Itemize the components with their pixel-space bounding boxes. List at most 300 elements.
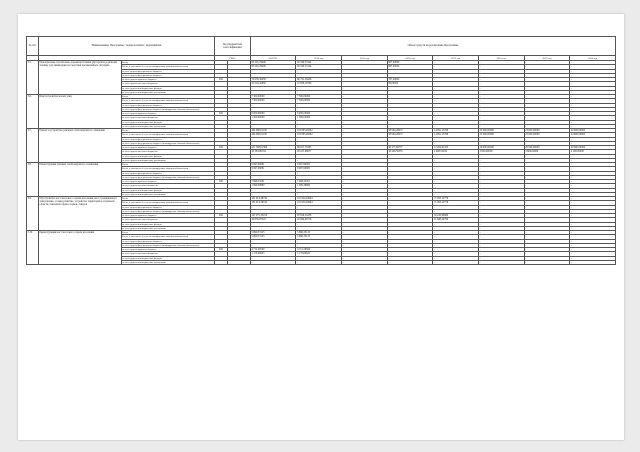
amount-cell: - (387, 171, 433, 175)
amount-cell: - (524, 239, 570, 243)
amount-cell: - (433, 141, 479, 145)
funding-source: Всего (121, 95, 214, 99)
funding-source: Всего (121, 197, 214, 201)
amount-cell: - (570, 158, 616, 162)
amount-cell: - (433, 112, 479, 116)
amount-cell: 1 999,38880 (296, 184, 342, 188)
amount-cell: 58 904,29072 (387, 129, 433, 133)
amount-cell: - (433, 69, 479, 73)
amount-cell: - (342, 209, 388, 213)
amount-cell: 3 600,00000 (524, 150, 570, 154)
amount-cell: - (570, 214, 616, 218)
section-number: 3.7. (27, 129, 39, 163)
funding-source: за счет средств краевого бюджета (121, 112, 214, 116)
amount-cell: - (296, 192, 342, 196)
amount-cell: 23 600,00000 (524, 133, 570, 137)
amount-cell: 3 600,00000 (478, 150, 524, 154)
amount-cell: - (478, 243, 524, 247)
funding-source: за счет средств федерального бюджета (121, 239, 214, 243)
amount-cell: - (478, 86, 524, 90)
amount-cell: - (524, 124, 570, 128)
amount-cell: - (387, 180, 433, 184)
funding-source: за счет средств внебюджетных фондов (121, 86, 214, 90)
amount-cell: - (387, 90, 433, 94)
amount-cell: - (342, 154, 388, 158)
amount-cell: 20 000,00000 (478, 146, 524, 150)
grbs-code: 810 (215, 214, 228, 218)
amount-cell: 24 900,00000 (570, 133, 616, 137)
amount-cell: - (387, 256, 433, 260)
amount-cell: - (570, 243, 616, 247)
amount-cell: 82 340,53144 (296, 65, 342, 69)
amount-cell: - (433, 260, 479, 264)
amount-cell: - (478, 231, 524, 235)
amount-cell: - (342, 103, 388, 107)
funding-source: за счет средств местных бюджетов (121, 82, 214, 86)
amount-cell: - (570, 205, 616, 209)
amount-cell: 9 997,96081 (296, 163, 342, 167)
section-number: 3.10. (27, 231, 39, 265)
funding-source: за счет средств краевого бюджета (121, 248, 214, 252)
amount-cell: - (342, 218, 388, 222)
amount-cell: - (524, 214, 570, 218)
amount-cell: - (296, 103, 342, 107)
amount-cell: 7 998,33201 (250, 180, 296, 184)
amount-cell: 22 990,86756 (296, 218, 342, 222)
amount-cell: 93 205,79406 (250, 61, 296, 65)
funding-source: за счет средств внебюджетных источников (121, 124, 214, 128)
amount-cell: 4 712,26500 (250, 248, 296, 252)
amount-cell: - (478, 252, 524, 256)
amount-cell: - (296, 226, 342, 230)
amount-cell: - (570, 73, 616, 77)
amount-cell: - (342, 256, 388, 260)
amount-cell: - (524, 86, 570, 90)
amount-cell: - (570, 61, 616, 65)
amount-cell: - (387, 158, 433, 162)
amount-cell: - (250, 209, 296, 213)
amount-cell: - (570, 120, 616, 124)
amount-cell: - (433, 205, 479, 209)
funding-source: за счет средств федерального бюджета (планируемые объемы обязательств) (121, 243, 214, 247)
funding-source: за счет средств внебюджетных фондов (121, 154, 214, 158)
amount-cell: 6 000,00000 (296, 112, 342, 116)
amount-cell: - (387, 209, 433, 213)
amount-cell: 5 890,33125 (296, 235, 342, 239)
amount-cell: 2 498,52294 (433, 150, 479, 154)
amount-cell: - (524, 197, 570, 201)
amount-cell: - (524, 158, 570, 162)
amount-cell: - (433, 137, 479, 141)
amount-cell: - (478, 99, 524, 103)
amount-cell: - (478, 197, 524, 201)
amount-cell: - (387, 99, 433, 103)
amount-cell: - (250, 137, 296, 141)
amount-cell: - (524, 175, 570, 179)
amount-cell: 181 914,38740 (250, 201, 296, 205)
amount-cell: - (478, 256, 524, 260)
amount-cell: - (433, 61, 479, 65)
funding-source: за счет средств федерального бюджета (121, 103, 214, 107)
amount-cell: - (433, 124, 479, 128)
amount-cell: - (478, 90, 524, 94)
amount-cell: - (478, 120, 524, 124)
amount-cell: 80,00000 (387, 82, 433, 86)
subheader-year: 2019 год (524, 56, 570, 61)
amount-cell: - (570, 184, 616, 188)
section-number: 3.8. (27, 163, 39, 197)
amount-cell: - (342, 175, 388, 179)
amount-cell: - (524, 99, 570, 103)
amount-cell: - (433, 180, 479, 184)
funding-source: Всего, в том числе без учета планируемых объемов обязательств (121, 133, 214, 137)
amount-cell: - (387, 239, 433, 243)
amount-cell: - (478, 201, 524, 205)
amount-cell: - (250, 141, 296, 145)
amount-cell: - (342, 150, 388, 154)
amount-cell: - (387, 175, 433, 179)
amount-cell: - (570, 231, 616, 235)
amount-cell: - (524, 69, 570, 73)
amount-cell: - (387, 214, 433, 218)
amount-cell: 18 426,59335 (387, 150, 433, 154)
amount-cell: 71 093,19776 (433, 201, 479, 205)
amount-cell: - (478, 248, 524, 252)
amount-cell: - (342, 252, 388, 256)
amount-cell: - (524, 248, 570, 252)
amount-cell: - (387, 205, 433, 209)
amount-cell: - (250, 188, 296, 192)
amount-cell: - (250, 73, 296, 77)
header-code: Код бюджетной классификации (215, 37, 251, 56)
subheader-year: 2017 год (433, 56, 479, 61)
budget-table (26, 36, 616, 265)
amount-cell: - (570, 248, 616, 252)
amount-cell: 58 904,29072 (387, 133, 433, 137)
amount-cell: - (342, 61, 388, 65)
amount-cell: - (387, 69, 433, 73)
amount-cell: - (342, 235, 388, 239)
amount-cell: - (342, 158, 388, 162)
amount-cell: - (570, 154, 616, 158)
amount-cell: 29 167,68977 (296, 150, 342, 154)
amount-cell: - (570, 95, 616, 99)
amount-cell: - (342, 260, 388, 264)
amount-cell: 20 800,00000 (570, 146, 616, 150)
amount-cell: - (296, 205, 342, 209)
amount-cell: - (570, 90, 616, 94)
amount-cell: - (387, 112, 433, 116)
amount-cell: - (570, 69, 616, 73)
table-body (27, 61, 616, 265)
amount-cell: - (524, 82, 570, 86)
amount-cell: 887,00000 (387, 65, 433, 69)
amount-cell: - (478, 214, 524, 218)
amount-cell: - (342, 243, 388, 247)
amount-cell: 14 991,13766 (433, 129, 479, 133)
section-number: 3.6. (27, 95, 39, 129)
grbs-code: 810 (215, 78, 228, 82)
amount-cell: 89 817,79285 (296, 146, 342, 150)
amount-cell: - (524, 243, 570, 247)
amount-cell: - (250, 222, 296, 226)
amount-cell: - (524, 78, 570, 82)
amount-cell: - (570, 188, 616, 192)
amount-cell: - (342, 239, 388, 243)
amount-cell: 22 519,42950 (250, 82, 296, 86)
amount-cell: - (296, 256, 342, 260)
amount-cell: - (296, 73, 342, 77)
header-name: Наименование Программы / подпрограммы / мероприятия (38, 37, 214, 56)
amount-cell: - (570, 209, 616, 213)
amount-cell: 9 997,96081 (296, 167, 342, 171)
amount-cell: - (570, 226, 616, 230)
funding-source: за счет средств местных бюджетов (121, 252, 214, 256)
amount-cell: 110 820,20994 (296, 197, 342, 201)
amount-cell: - (433, 73, 479, 77)
amount-cell: 7 300,00000 (250, 99, 296, 103)
amount-cell: 9 997,96081 (250, 163, 296, 167)
amount-cell: - (524, 171, 570, 175)
amount-cell: - (433, 86, 479, 90)
funding-source: за счет средств внебюджетных источников (121, 158, 214, 162)
amount-cell: - (296, 107, 342, 111)
amount-cell: - (478, 175, 524, 179)
amount-cell: - (387, 226, 433, 230)
amount-cell: - (478, 154, 524, 158)
amount-cell: - (433, 116, 479, 120)
amount-cell: - (250, 175, 296, 179)
amount-cell: - (478, 137, 524, 141)
subheader-year: 2020 год (570, 56, 616, 61)
funding-source: Всего, в том числе без учета планируемых объемов обязательств (121, 65, 214, 69)
amount-cell: - (478, 188, 524, 192)
amount-cell: - (433, 103, 479, 107)
amount-cell: - (250, 90, 296, 94)
amount-cell: 264 980,01100 (250, 133, 296, 137)
funding-source: Всего (121, 231, 214, 235)
amount-cell: - (387, 252, 433, 256)
funding-source: Всего (121, 61, 214, 65)
section-name: Реконструкция мест массового отдыха населения (38, 231, 121, 265)
amount-cell: - (250, 120, 296, 124)
amount-cell: 5 890,33125 (296, 231, 342, 235)
amount-cell: - (570, 218, 616, 222)
subheader-total: ВСЕГО (250, 56, 296, 61)
amount-cell: - (570, 163, 616, 167)
amount-cell: 9 997,96081 (250, 167, 296, 171)
amount-cell: - (433, 158, 479, 162)
amount-cell: - (478, 82, 524, 86)
amount-cell: - (524, 260, 570, 264)
amount-cell: - (433, 167, 479, 171)
amount-cell: - (524, 209, 570, 213)
amount-cell: - (478, 209, 524, 213)
funding-source: за счет средств федерального бюджета (планируемые объемы обязательств) (121, 209, 214, 213)
amount-cell: - (433, 226, 479, 230)
amount-cell: - (433, 252, 479, 256)
amount-cell: - (570, 171, 616, 175)
section-name: Благоустройство малых улиц (38, 95, 121, 129)
amount-cell: - (342, 146, 388, 150)
amount-cell: 181 914,38740 (250, 197, 296, 201)
amount-cell: - (478, 260, 524, 264)
amount-cell: - (570, 99, 616, 103)
amount-cell: - (387, 103, 433, 107)
amount-cell: - (342, 167, 388, 171)
amount-cell: 5 890,33125 (250, 231, 296, 235)
amount-cell: - (250, 243, 296, 247)
amount-cell: - (342, 226, 388, 230)
amount-cell: - (433, 78, 479, 82)
amount-cell: - (478, 171, 524, 175)
amount-cell: - (342, 112, 388, 116)
funding-source: за счет средств федерального бюджета (планируемые объемы обязательств) (121, 141, 214, 145)
funding-source: за счет средств федерального бюджета (121, 73, 214, 77)
amount-cell: - (478, 141, 524, 145)
grbs-code: 810 (215, 180, 228, 184)
amount-cell: - (524, 205, 570, 209)
amount-cell: - (296, 243, 342, 247)
amount-cell: 40 477,69737 (387, 146, 433, 150)
header-row (27, 37, 616, 56)
amount-cell: 118 985,48262 (296, 133, 342, 137)
amount-cell: - (296, 158, 342, 162)
amount-cell: - (433, 163, 479, 167)
amount-cell: - (342, 82, 388, 86)
amount-cell: - (524, 95, 570, 99)
amount-cell: - (250, 69, 296, 73)
amount-cell: - (478, 163, 524, 167)
amount-cell: - (433, 171, 479, 175)
funding-source: за счет средств федерального бюджета (121, 171, 214, 175)
amount-cell: - (433, 192, 479, 196)
amount-cell: - (570, 103, 616, 107)
amount-cell: 887,00000 (387, 61, 433, 65)
amount-cell: - (342, 188, 388, 192)
amount-cell: - (524, 256, 570, 260)
amount-cell: - (250, 192, 296, 196)
amount-cell: - (524, 226, 570, 230)
amount-cell: - (524, 167, 570, 171)
amount-cell: - (478, 235, 524, 239)
amount-cell: 34 839,05522 (250, 218, 296, 222)
amount-cell: - (387, 154, 433, 158)
amount-cell: - (387, 107, 433, 111)
amount-cell: 21 859,16790 (296, 82, 342, 86)
funding-source: Всего, в том числе без учета планируемых объемов обязательств (121, 99, 214, 103)
amount-cell: 20 000,00000 (524, 146, 570, 150)
amount-cell: - (570, 167, 616, 171)
amount-cell: - (570, 82, 616, 86)
amount-cell: - (478, 107, 524, 111)
amount-cell: - (570, 235, 616, 239)
amount-cell: 118 985,48262 (296, 129, 342, 133)
amount-cell: - (342, 86, 388, 90)
section-name: Приобретение строительно-дорожной техники (мусоровоза), включая технику для ликвидации последствий чрезвычайных ситуаций... (38, 61, 121, 95)
amount-cell: 70 658,36458 (250, 78, 296, 82)
amount-cell: - (296, 239, 342, 243)
amount-cell: - (342, 129, 388, 133)
amount-cell: - (570, 180, 616, 184)
amount-cell: - (478, 103, 524, 107)
amount-cell: - (296, 175, 342, 179)
amount-cell: - (342, 137, 388, 141)
amount-cell: - (387, 184, 433, 188)
amount-cell: - (387, 141, 433, 145)
amount-cell: - (570, 222, 616, 226)
amount-cell: - (570, 112, 616, 116)
amount-cell: - (387, 218, 433, 222)
amount-cell: - (342, 222, 388, 226)
amount-cell: - (296, 137, 342, 141)
amount-cell: - (570, 107, 616, 111)
amount-cell: - (387, 243, 433, 247)
amount-cell: - (433, 256, 479, 260)
funding-source: за счет средств местных бюджетов (121, 116, 214, 120)
amount-cell: - (433, 231, 479, 235)
funding-source: за счет средств местных бюджетов (121, 218, 214, 222)
funding-source: за счет средств местных бюджетов (121, 150, 214, 154)
funding-source: Всего (121, 129, 214, 133)
amount-cell: - (524, 137, 570, 141)
amount-cell: - (524, 184, 570, 188)
subheader-year: 2018 год (478, 56, 524, 61)
amount-cell: - (342, 65, 388, 69)
amount-cell: - (387, 248, 433, 252)
amount-cell: 14 991,13766 (433, 133, 479, 137)
funding-source: за счет средств федерального бюджета (планируемые объемы обязательств) (121, 107, 214, 111)
amount-cell: - (387, 95, 433, 99)
amount-cell: - (570, 137, 616, 141)
amount-cell: - (296, 154, 342, 158)
amount-cell: - (433, 90, 479, 94)
amount-cell: - (478, 95, 524, 99)
amount-cell: - (296, 141, 342, 145)
amount-cell: - (570, 86, 616, 90)
amount-cell: 4 712,26500 (296, 248, 342, 252)
amount-cell: - (296, 86, 342, 90)
amount-cell: - (387, 192, 433, 196)
amount-cell: - (387, 222, 433, 226)
amount-cell: - (524, 65, 570, 69)
amount-cell: - (387, 163, 433, 167)
amount-cell: - (570, 260, 616, 264)
amount-cell: - (387, 86, 433, 90)
amount-cell: - (387, 73, 433, 77)
amount-cell: - (478, 167, 524, 171)
amount-cell: - (524, 180, 570, 184)
section-name: Реконструкция уличных сетей наружного освещения (38, 163, 121, 197)
amount-cell: - (387, 124, 433, 128)
amount-cell: 221 598,01306 (250, 146, 296, 150)
amount-cell: - (570, 252, 616, 256)
amount-cell: - (387, 197, 433, 201)
funding-source: за счет средств местных бюджетов (121, 184, 214, 188)
amount-cell: - (570, 124, 616, 128)
amount-cell: - (433, 239, 479, 243)
amount-cell: - (433, 184, 479, 188)
amount-cell: - (250, 171, 296, 175)
amount-cell: - (570, 78, 616, 82)
amount-cell: - (524, 61, 570, 65)
amount-cell: - (342, 201, 388, 205)
funding-source: за счет средств федерального бюджета (121, 205, 214, 209)
amount-cell: - (342, 107, 388, 111)
amount-cell: 7 300,00000 (296, 95, 342, 99)
amount-cell: 5 890,33125 (250, 235, 296, 239)
document-page (18, 14, 624, 440)
